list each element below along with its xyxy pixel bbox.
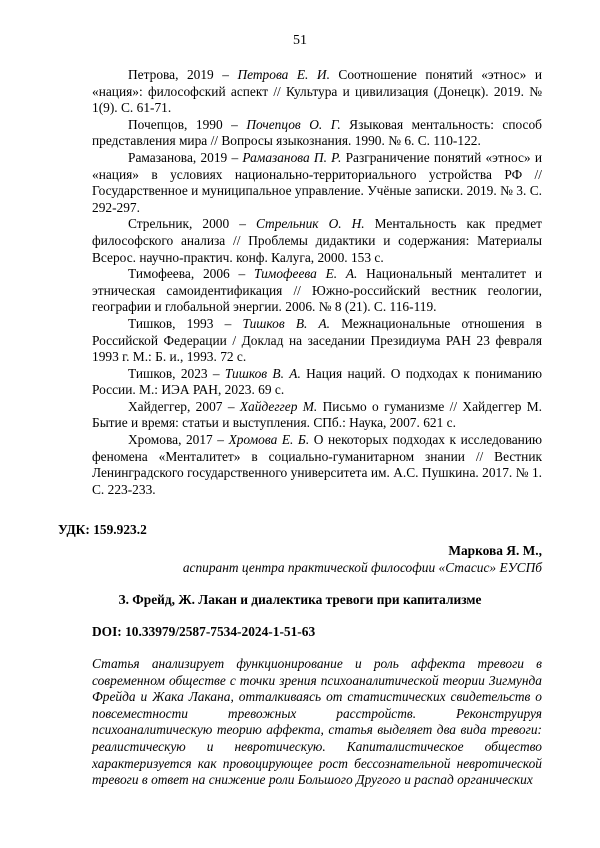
reference-author: Тимофеева Е. А. (253, 266, 358, 282)
reference-list (92, 67, 542, 498)
reference-text: Межнациональные отношения в Российской Федерации / Доклад на заседании Президиума РАН 23 февраля 1993 г. М.: Б. и., 1993. 72 с. (92, 315, 542, 365)
reference-text: Разграничение понятий «этнос» и «нация» в условиях национально-территориального устройства РФ // Государственное и муниципальное управление. Учёные записки. 2019. № 3. С. 292-297. (92, 149, 542, 215)
author-name: Маркова Я. М., (448, 543, 542, 558)
reference-key: Хромова, 2017 – (128, 432, 229, 448)
reference-key: Тишков, 1993 – (128, 315, 243, 331)
reference-text: Соотношение понятий «этнос» и «нация»: философский аспект // Культура и цивилизация (Донецк). 2019. № 1(9). С. 61-71. (92, 67, 542, 116)
reference-text: Языковая ментальность: способ представления мира // Вопросы языкознания. 1990. № 6. С. 110-122. (92, 116, 542, 149)
abstract: Статья анализирует функционирование и роль аффекта тревоги в современном обществе с точки зрения психоаналитической теории Зигмунда Фрейда и Жака Лакана, отталкиваясь от статистических свидетельств о повсеместности тревожных расстройств. Реконструируя психоаналитическую теорию аффекта, статья выделяет два вида тревоги: реалистическую и невротическую. Капиталистическое общество характеризуется как провоцирующее рост бессознательной невротической тревоги в ответ на снижение роли Большого Другого и распад органических (92, 656, 542, 788)
reference-text: Ментальность как предмет философского анализа // Проблемы дидактики и содержания: Материалы Всерос. научно-практич. конф. Калуга, 2000. 153 с. (92, 216, 542, 265)
reference-author: Хайдеггер М. (239, 398, 318, 414)
reference-entry (56, 67, 542, 117)
reference-text: Нация наций. О подходах к пониманию России. М.: ИЭА РАН, 2023. 69 с. (92, 365, 542, 398)
reference-key: Тишков, 2023 – (128, 365, 225, 381)
reference-author: Петрова Е. И. (237, 67, 330, 82)
reference-entry (56, 150, 542, 216)
reference-author: Рамазанова П. Р. (242, 149, 342, 165)
reference-text: Национальный менталитет и этническая самоидентификация // Южно-российский вестник геологии, географии и глобальной энергии. 2006. № 8 (21). С. 116-119. (92, 266, 542, 315)
reference-entry (56, 366, 542, 399)
reference-entry (56, 399, 542, 432)
page-number: 51 (293, 33, 307, 48)
reference-entry (56, 432, 542, 498)
reference-text: О некоторых подходах к исследованию феномена «Менталитет» в социально-гуманитарном знании // Вестник Ленинградского государственного университета им. А.С. Пушкина. 2017. № 1. С. 223-233. (92, 432, 543, 497)
reference-author: Стрельник О. Н. (255, 216, 365, 232)
reference-author: Почепцов О. Г. (246, 116, 341, 132)
article-title: З. Фрейд, Ж. Лакан и диалектика тревоги при капитализме (118, 592, 482, 607)
reference-author: Хромова Е. Б. (228, 432, 310, 448)
reference-key: Почепцов, 1990 – (128, 116, 247, 132)
author-block (183, 543, 542, 576)
reference-entry (56, 266, 542, 316)
author-affiliation: аспирант центра практической философии «Стасис» ЕУСПб (182, 559, 542, 575)
reference-entry (56, 216, 542, 266)
reference-key: Петрова, 2019 – (128, 67, 238, 82)
reference-key: Стрельник, 2000 – (128, 216, 256, 232)
doi: DOI: 10.33979/2587-7534-2024-1-51-63 (92, 624, 316, 639)
reference-key: Рамазанова, 2019 – (128, 149, 243, 165)
reference-entry (56, 117, 542, 150)
udk-code: УДК: 159.923.2 (58, 522, 147, 537)
reference-text: Письмо о гуманизме // Хайдеггер М. Бытие и время: статьи и выступления. СПб.: Наука, 2007. 621 с. (92, 398, 543, 431)
reference-author: Тишков В. А. (242, 315, 331, 331)
reference-entry (56, 316, 542, 366)
reference-author: Тишков В. А. (224, 365, 301, 381)
reference-key: Хайдеггер, 2007 – (128, 398, 240, 414)
reference-key: Тимофеева, 2006 – (128, 266, 254, 282)
